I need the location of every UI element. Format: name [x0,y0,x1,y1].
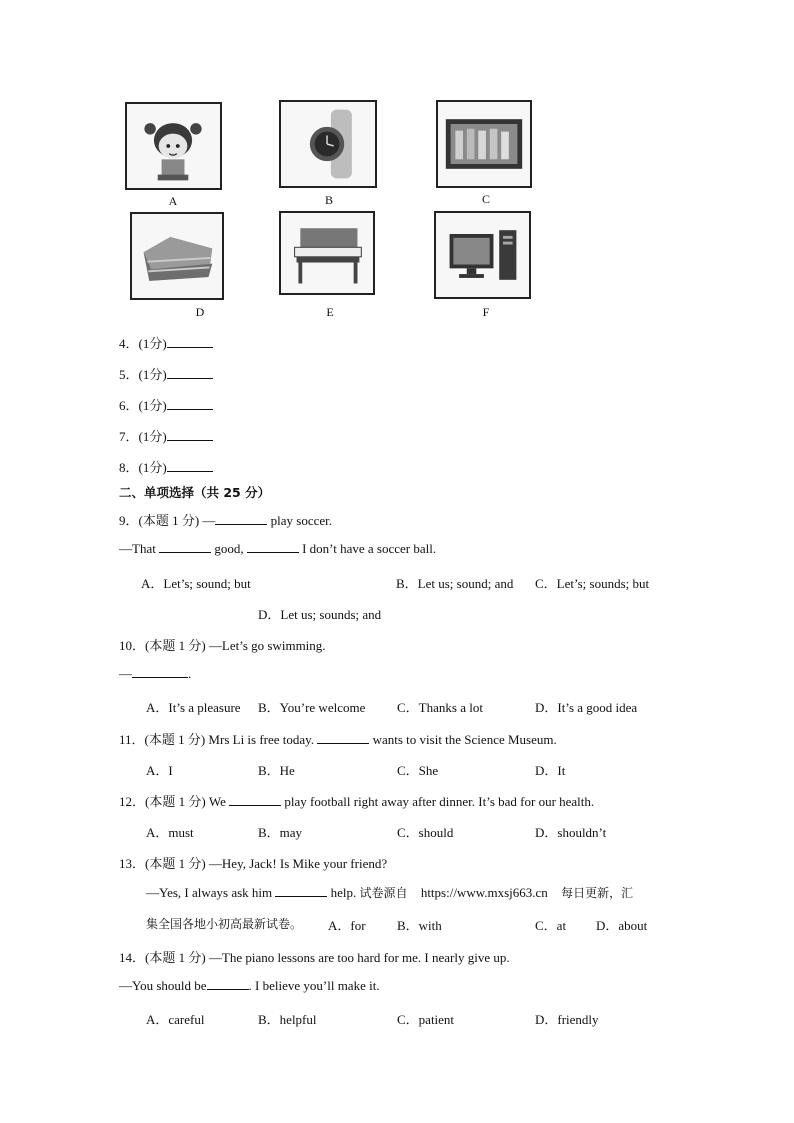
q9-stem [119,510,332,529]
answer-7-label: 7．(1分) [119,429,167,444]
answer-5-label: 5．(1分) [119,367,167,382]
q14-blank[interactable] [207,978,249,990]
q9-blank-1[interactable] [215,513,267,525]
answer-5-blank[interactable] [167,367,213,379]
q11-option-c[interactable]: C．She [397,763,439,778]
q13-option-b[interactable]: B．with [397,918,442,933]
answer-8-blank[interactable] [167,460,213,472]
q10-option-b[interactable]: B．You’re welcome [258,700,366,715]
q13-update-note: 每日更新，汇 [561,886,634,900]
answer-8-label: 8．(1分) [119,460,167,475]
answer-6-label: 6．(1分) [119,398,167,413]
q13-blank[interactable] [275,885,327,897]
picture-c [436,100,532,188]
q10-dash: — [119,666,132,681]
picture-e-label: E [326,305,334,319]
answer-4 [119,333,213,352]
q11-blank[interactable] [317,732,369,744]
section-heading: 二、单项选择（共 25 分） [119,485,271,500]
q14-option-d[interactable]: D．friendly [535,1012,599,1027]
q11-option-b[interactable]: B．He [258,763,295,778]
answer-8 [119,457,213,476]
q14-stem: 14．(本题 1 分) —The piano lessons are too hard for me. I nearly give up. [119,950,510,965]
q13-source-link[interactable]: https://www.mxsj663.cn [420,885,548,900]
computer-icon [436,213,529,297]
q9-text: play soccer. [270,513,333,528]
q13-option-d[interactable]: D．about [596,918,648,933]
q12-option-b[interactable]: B．may [258,825,303,840]
q10-option-d[interactable]: D．It’s a good idea [535,700,638,715]
answer-4-blank[interactable] [167,336,213,348]
q12-option-c[interactable]: C．should [397,825,454,840]
q13-line2 [146,884,633,901]
q11-stem [119,729,557,748]
q12-option-a[interactable]: A．must [146,825,194,840]
q9-option-b[interactable]: B．Let us; sound; and [396,576,514,591]
q10-option-c[interactable]: C．Thanks a lot [397,700,483,715]
answer-7 [119,426,213,445]
answer-5 [119,364,213,383]
picture-f [434,211,531,299]
q12-option-d[interactable]: D．shouldn’t [535,825,607,840]
q14-option-c[interactable]: C．patient [397,1012,455,1027]
picture-e [279,211,375,295]
q9-line2-c: I don’t have a soccer ball. [302,541,437,556]
q10-stem: 10．(本题 1 分) —Let’s go swimming. [119,638,326,653]
q9-option-a[interactable]: A．Let’s; sound; but [141,576,251,591]
q13-option-c[interactable]: C．at [535,918,567,933]
q13-line3 [146,915,302,932]
picture-a [125,102,222,190]
picture-b-label: B [324,193,333,207]
q11-option-d[interactable]: D．It [535,763,566,778]
q10-line2 [119,666,191,682]
q9-option-c[interactable]: C．Let’s; sounds; but [535,576,650,591]
answer-7-blank[interactable] [167,429,213,441]
piano-icon [281,213,373,293]
answer-6 [119,395,213,414]
q13-collection-note: 集全国各地小初高最新试卷。 [146,917,303,931]
picture-d-label: D [195,305,205,319]
q14-text-b: . I believe you’ll make it. [248,978,380,993]
painting-icon [438,102,530,186]
q14-option-a[interactable]: A．careful [146,1012,205,1027]
picture-c-label: C [481,192,490,206]
q9-blank-3[interactable] [247,541,299,553]
q9-prefix: 9．(本题 1 分) — [119,513,216,528]
q12-text-b: play football right away after dinner. It’s bad for our health. [284,794,595,809]
picture-d [130,212,224,300]
q10-blank[interactable] [132,666,188,678]
picture-f-label: F [482,305,490,319]
answer-4-label: 4．(1分) [119,336,167,351]
q12-stem [119,791,594,810]
q10-option-a[interactable]: A．It’s a pleasure [146,700,241,715]
q9-option-d[interactable]: D．Let us; sounds; and [258,607,382,622]
picture-b [279,100,377,188]
q11-option-a[interactable]: A．I [146,763,173,778]
q9-line2-a: —That [119,541,156,556]
q13-option-a[interactable]: A．for [328,918,366,933]
q13-text-a: —Yes, I always ask him [146,885,273,900]
watch-icon [281,102,375,186]
q12-blank[interactable] [229,794,281,806]
q9-line2 [119,541,436,557]
q13-source-note: 试卷源自 [359,886,408,900]
q13-text-b: help. [330,885,357,900]
q11-text-a: 11．(本题 1 分) Mrs Li is free today. [119,732,315,747]
answer-6-blank[interactable] [167,398,213,410]
q9-line2-b: good, [214,541,244,556]
quilt-icon [132,214,222,298]
girl-icon [127,104,220,188]
q11-text-b: wants to visit the Science Museum. [372,732,557,747]
q12-text-a: 12．(本题 1 分) We [119,794,226,809]
q14-text-a: —You should be [119,978,207,993]
q14-line2 [119,978,380,994]
picture-a-label: A [168,194,178,208]
q13-stem: 13．(本题 1 分) —Hey, Jack! Is Mike your friend? [119,856,388,871]
q10-period: . [188,666,192,681]
q14-option-b[interactable]: B．helpful [258,1012,317,1027]
q9-blank-2[interactable] [159,541,211,553]
